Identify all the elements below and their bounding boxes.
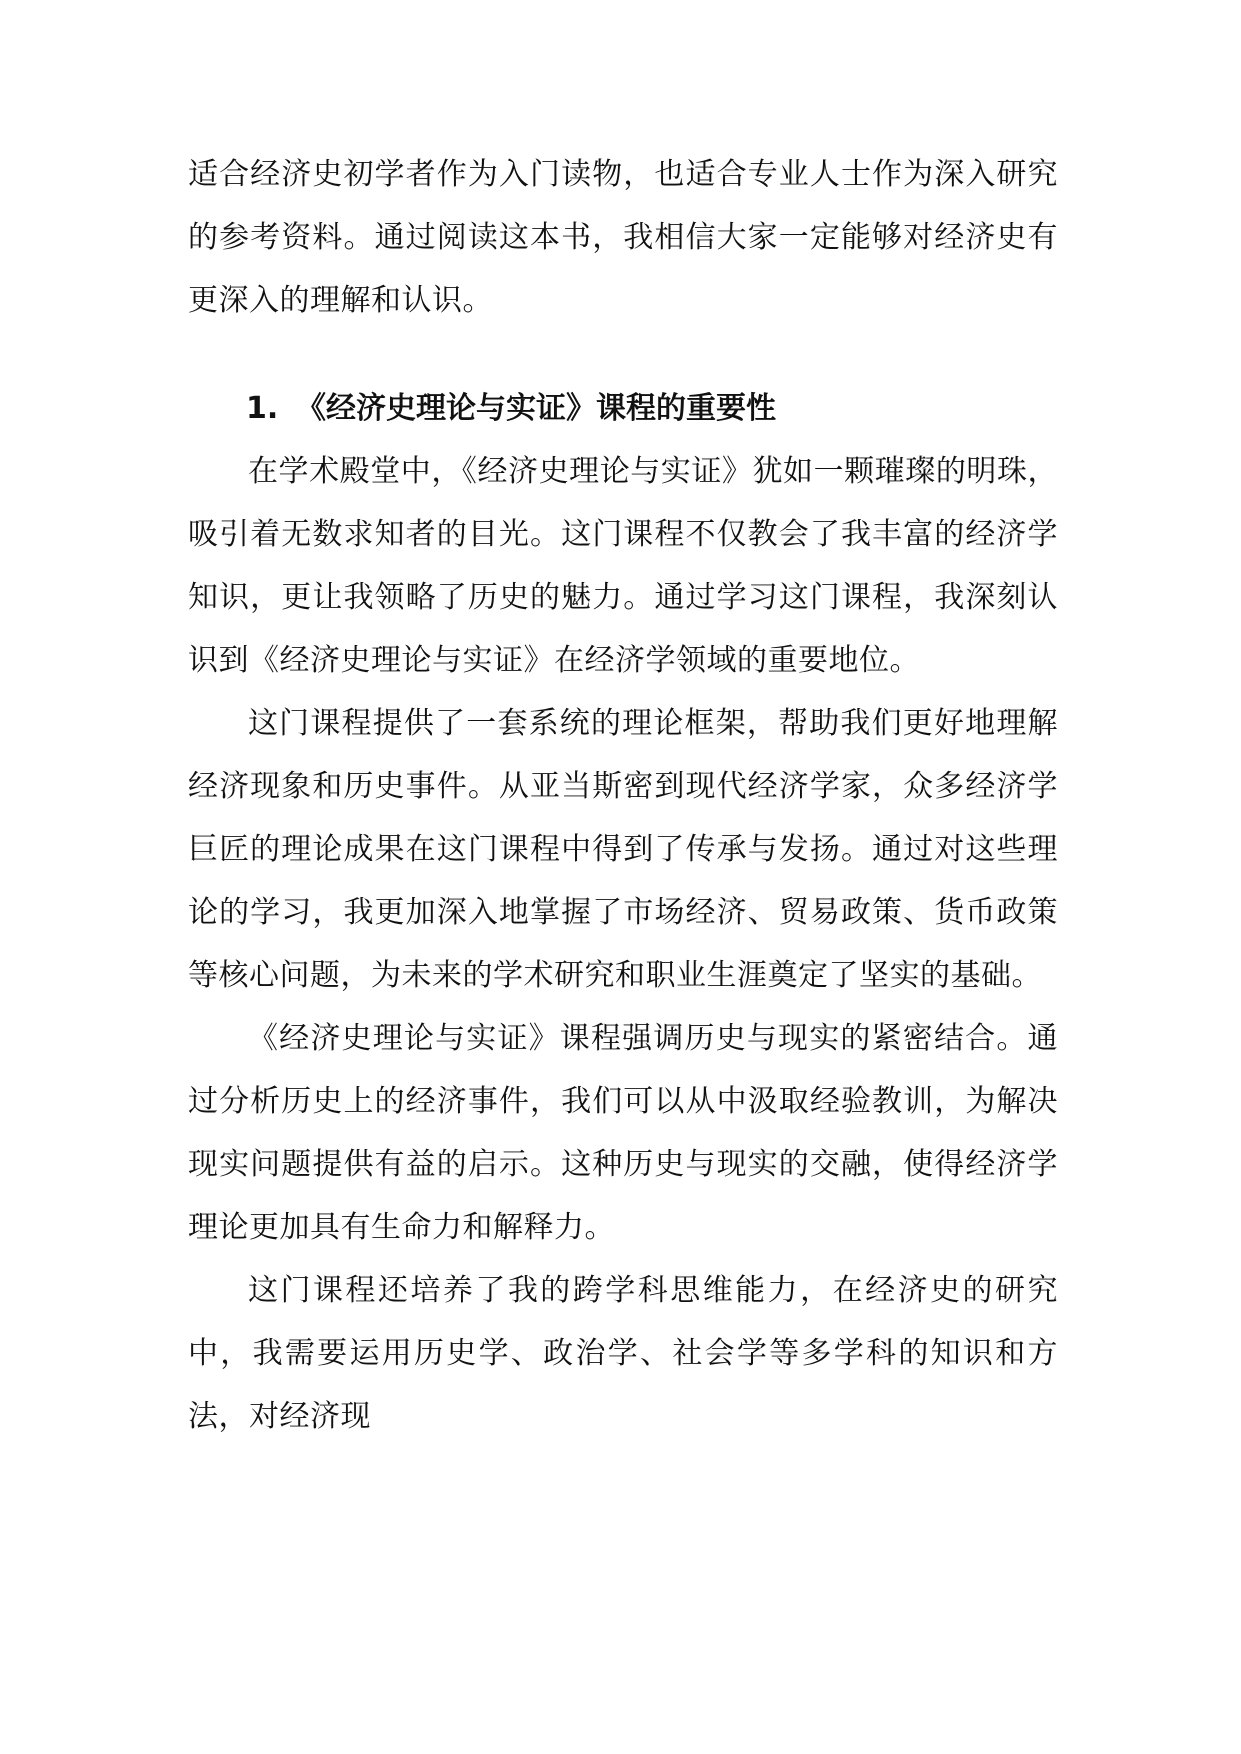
body-paragraph-1: 在学术殿堂中，《经济史理论与实证》犹如一颗璀璨的明珠，吸引着无数求知者的目光。这门课程不仅教会了我丰富的经济学知识，更让我领略了历史的魅力。通过学习这门课程，我深刻认识到《经济史理论与实证》在经济学领域的重要地位。: [188, 454, 1058, 678]
section-title: 《经济史理论与实证》课程的重要性: [296, 391, 776, 426]
section-number: 1.: [246, 391, 279, 426]
document-body: [188, 143, 1058, 1448]
body-paragraph-4: 这门课程还培养了我的跨学科思维能力，在经济史的研究中，我需要运用历史学、政治学、社会学等多学科的知识和方法，对经济现: [188, 1273, 1058, 1434]
body-paragraph-2: 这门课程提供了一套系统的理论框架，帮助我们更好地理解经济现象和历史事件。从亚当斯密到现代经济学家，众多经济学巨匠的理论成果在这门课程中得到了传承与发扬。通过对这些理论的学习，我更加深入地掌握了市场经济、贸易政策、货币政策等核心问题，为未来的学术研究和职业生涯奠定了坚实的基础。: [188, 706, 1058, 993]
section-spacer: [188, 332, 1058, 377]
intro-paragraph: 适合经济史初学者作为入门读物，也适合专业人士作为深入研究的参考资料。通过阅读这本书，我相信大家一定能够对经济史有更深入的理解和认识。: [188, 157, 1058, 318]
body-paragraph-3: 《经济史理论与实证》课程强调历史与现实的紧密结合。通过分析历史上的经济事件，我们可以从中汲取经验教训，为解决现实问题提供有益的启示。这种历史与现实的交融，使得经济学理论更加具有生命力和解释力。: [188, 1021, 1058, 1245]
section-heading: [188, 377, 1058, 440]
